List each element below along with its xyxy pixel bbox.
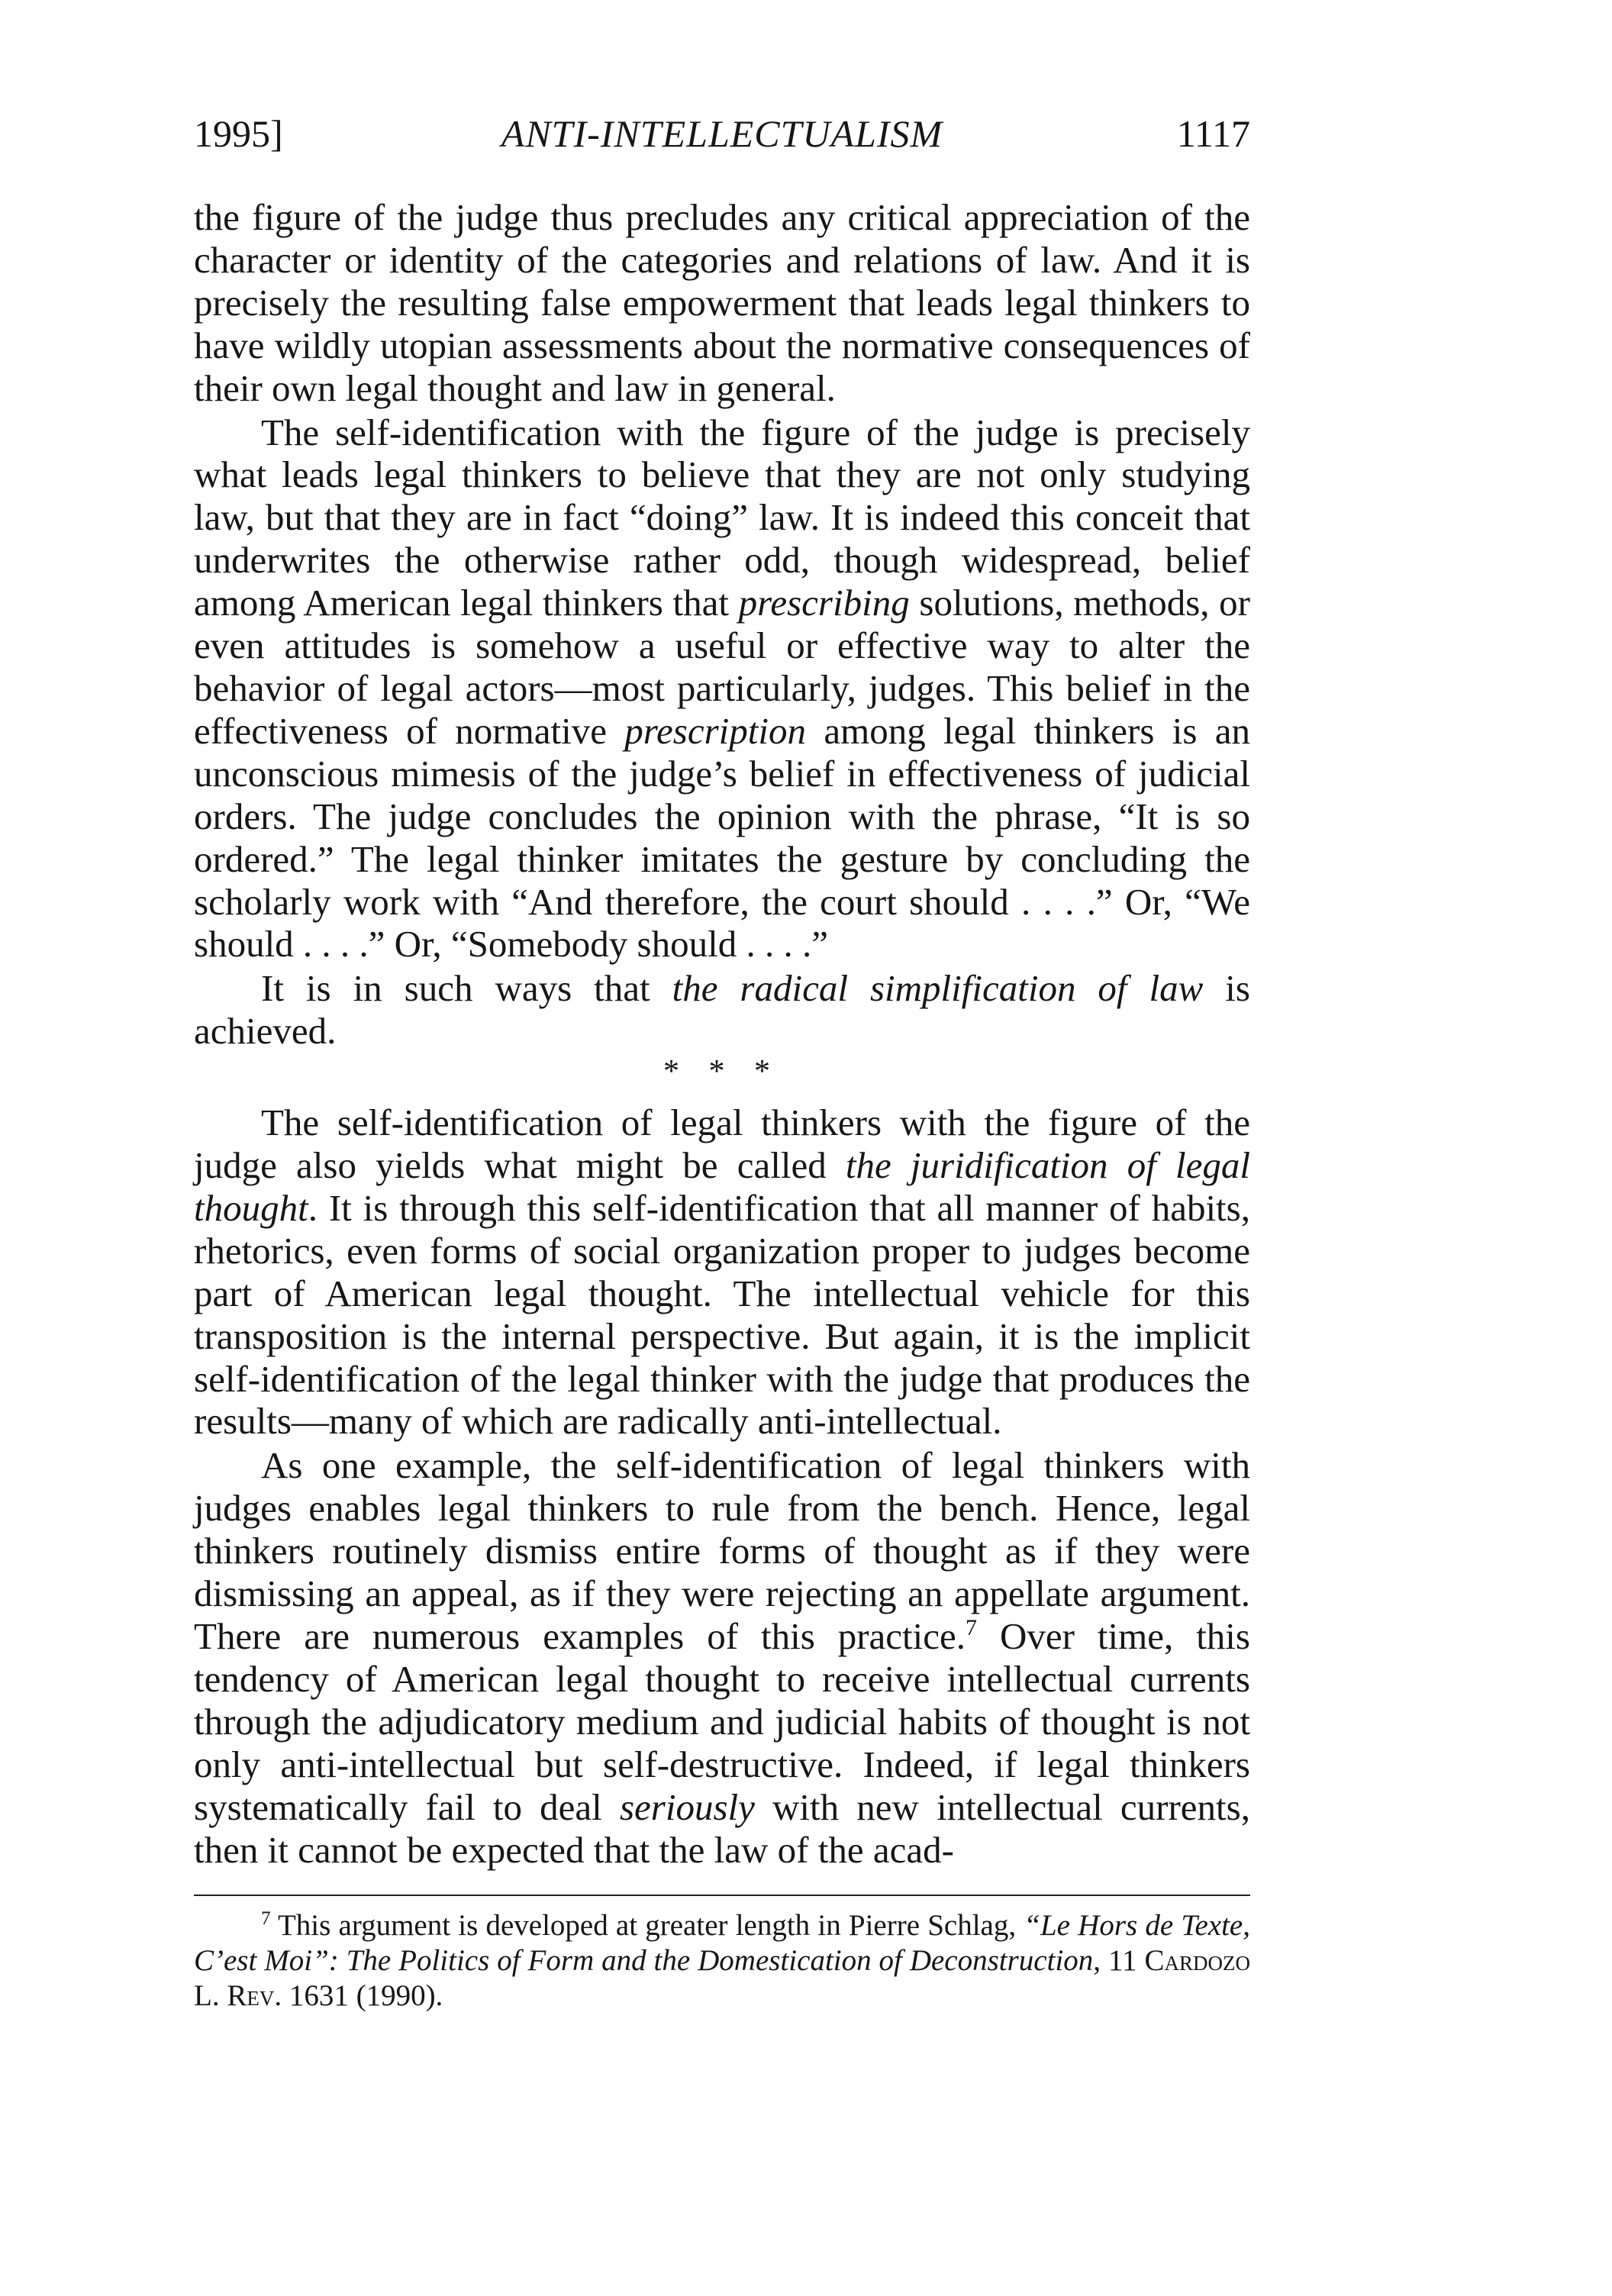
text-run: As one example, the self-identification of legal thinkers with judges enables legal thinkers to rule from the bench. Hence, legal thinkers routinely dismiss entire forms of thought as if they were dismissing an appeal, as if they were rejecting an appellate argument. There are numerous examples of this practice. <box>194 1444 1250 1657</box>
text-run: It is in such ways that <box>261 967 672 1010</box>
italic-run: seriously <box>619 1785 755 1828</box>
text-run: . It is through this self-identification that all manner of habits, rhetorics, even forms of social organization proper to judges become part of American legal thought. The intellectual vehicle for this transposition is the internal perspective. But again, it is the implicit self-identification of the legal thinker with the judge that produces the results—many of which are radically anti-intellectual. <box>194 1186 1250 1443</box>
running-title: ANTI-INTELLECTUALISM <box>501 112 943 155</box>
text-run: with new intellectual currents, then it cannot be expected that the law of the acad- <box>194 1785 1250 1871</box>
paragraph-4 <box>194 1101 1250 1443</box>
text-run: The self-identification of legal thinkers with the figure of the judge also yields what might be called <box>194 1101 1250 1187</box>
running-head <box>194 111 1250 156</box>
text-run: Over time, this tendency of American legal thought to receive intellectual currents through the adjudicatory medium and judicial habits of thought is not only anti-intellectual but self-destructive. Indeed, if legal thinkers systematically fail to deal <box>194 1615 1250 1828</box>
footnote-text <box>194 1909 1250 2012</box>
footnote-number: 7 <box>261 1908 271 1929</box>
paragraph-1 <box>194 196 1250 410</box>
text-run: This argument is developed at greater length in Pierre Schlag, <box>277 1909 1024 1942</box>
italic-run: prescription <box>624 709 807 752</box>
text-run: is achieved. <box>194 967 1250 1053</box>
footnote-rule <box>194 1895 1250 1896</box>
footnote-reference: 7 <box>966 1615 978 1640</box>
header-year: 1995] <box>194 112 283 155</box>
text-run: 1631 (1990). <box>282 1979 443 2012</box>
text-run: the figure of the judge thus precludes any critical appreciation of the character or identity of the categories and relations of law. And it is precisely the resulting false empowerment that leads legal thinkers to have wildly utopian assessments about the normative consequences of their own legal thought and law in general. <box>194 196 1250 409</box>
paragraph-3 <box>194 967 1250 1053</box>
text-run: The self-identification with the figure of the judge is precisely what leads legal thinkers to believe that they are not only studying law, but that they are in fact “doing” law. It is indeed this conceit that underwrites the otherwise rather odd, though widespread, belief among American legal thinkers that <box>194 411 1250 624</box>
text-run: among legal thinkers is an unconscious mimesis of the judge’s belief in effectiveness of judicial orders. The judge concludes the opinion with the phrase, “It is so ordered.” The legal thinker imitates the gesture by concluding the scholarly work with “And therefore, the court should . . . .” Or, “We should . . . .” Or, “Somebody should . . . .” <box>194 709 1250 966</box>
italic-run: “Le Hors de Texte, C’est Moi”: The Politics of Form and the Domestication of Deconstruction <box>194 1909 1250 1977</box>
section-break: * * * <box>663 1054 781 1090</box>
italic-run: the juridification of legal thought <box>194 1144 1250 1229</box>
body-text <box>194 196 1250 1871</box>
paragraph-5 <box>194 1444 1250 1871</box>
text-run: , 11 <box>1093 1944 1145 1977</box>
footnote-7 <box>194 1908 1250 2014</box>
small-caps-run: Cardozo L. Rev. <box>194 1944 1250 2012</box>
text-run: solutions, methods, or even attitudes is somehow a useful or effective way to alter the behavior of legal actors—most particularly, judges. This belief in the effectiveness of normative <box>194 582 1250 752</box>
italic-run: the radical simplification of law <box>672 967 1204 1010</box>
paragraph-2 <box>194 411 1250 966</box>
italic-run: prescribing <box>738 582 910 624</box>
page-number: 1117 <box>1176 112 1250 155</box>
